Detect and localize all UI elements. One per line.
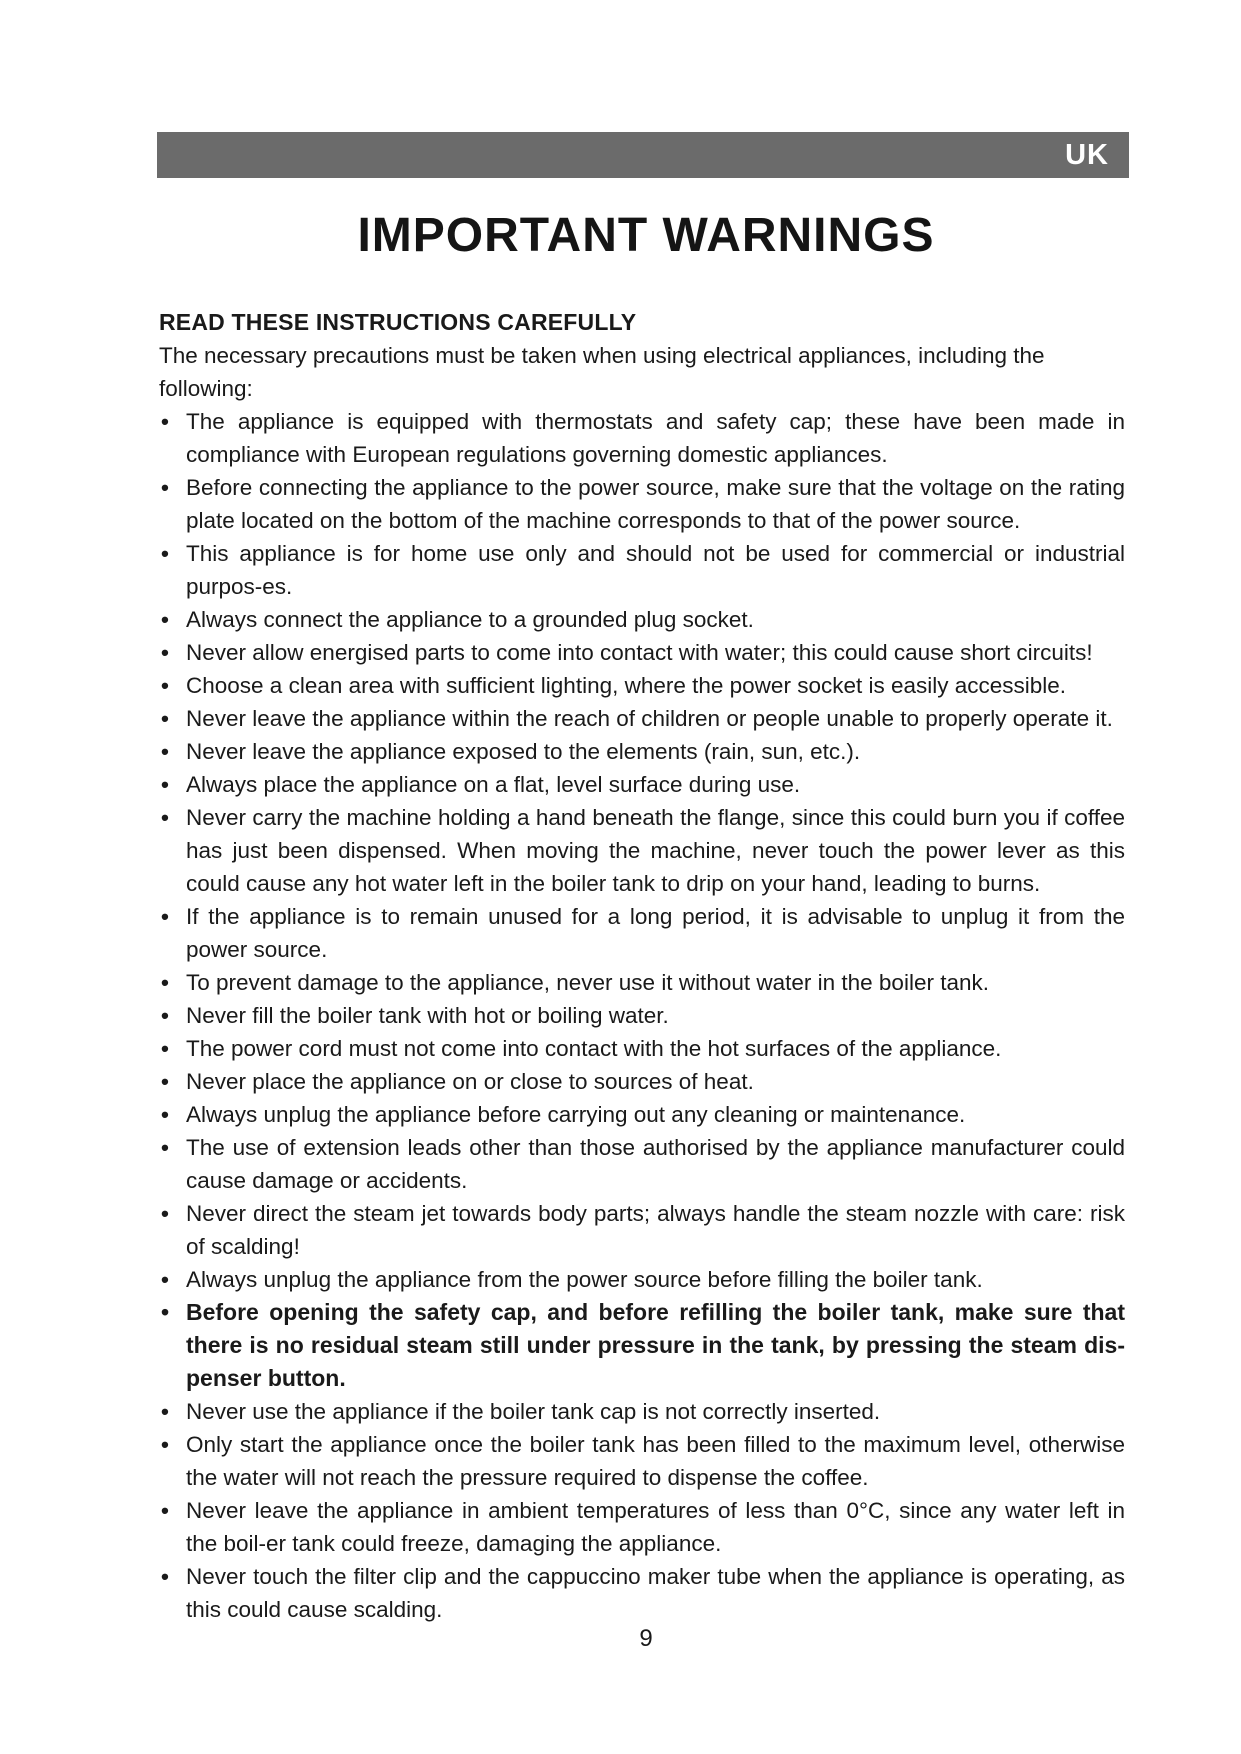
bullet-icon: • (161, 475, 169, 500)
bullet-icon: • (161, 1201, 169, 1226)
warning-text: Never direct the steam jet towards body parts; always handle the steam nozzle with care: risk of scalding! (186, 1201, 1125, 1259)
warning-item (159, 537, 1125, 603)
warning-item (159, 1263, 1125, 1296)
warning-text: Choose a clean area with sufficient lighting, where the power socket is easily accessible. (186, 673, 1067, 698)
warning-item (159, 801, 1125, 900)
warning-item (159, 669, 1125, 702)
warning-item (159, 768, 1125, 801)
warning-text: Never carry the machine holding a hand beneath the flange, since this could burn you if coffee has just been dispensed. When moving the machine, never touch the power lever as this could cause any hot water left in the boiler tank to drip on your hand, leading to burns. (186, 805, 1125, 896)
warning-item (159, 603, 1125, 636)
page-number: 9 (639, 1625, 653, 1652)
warning-text: To prevent damage to the appliance, never use it without water in the boiler tank. (186, 970, 989, 995)
warning-text: Never leave the appliance in ambient temperatures of less than 0°C, since any water left in the boil-er tank could freeze, damaging the appliance. (186, 1498, 1125, 1556)
warning-text: Never use the appliance if the boiler tank cap is not correctly inserted. (186, 1399, 881, 1424)
warning-text: If the appliance is to remain unused for a long period, it is advisable to unplug it from the power source. (186, 904, 1125, 962)
warning-item (159, 1560, 1125, 1626)
bullet-icon: • (161, 1299, 170, 1325)
bullet-icon: • (161, 1102, 169, 1127)
warning-item (159, 1065, 1125, 1098)
warning-text: Never leave the appliance within the reach of children or people unable to properly operate it. (186, 706, 1113, 731)
warning-item (159, 1098, 1125, 1131)
section-heading: READ THESE INSTRUCTIONS CAREFULLY (159, 309, 637, 335)
bullet-icon: • (161, 1432, 169, 1457)
intro-paragraph: The necessary precautions must be taken when using electrical appliances, including the following: (159, 343, 1045, 401)
bullet-icon: • (161, 739, 169, 764)
warning-text: Before opening the safety cap, and before refilling the boiler tank, make sure that there is no residual steam still under pressure in the tank, by pressing the steam dis-penser button. (186, 1299, 1125, 1391)
bullet-icon: • (161, 640, 169, 665)
warning-item (159, 1032, 1125, 1065)
warning-item (159, 966, 1125, 999)
warning-item (159, 1131, 1125, 1197)
warning-text: Before connecting the appliance to the power source, make sure that the voltage on the rating plate located on the bottom of the machine corresponds to that of the power source. (186, 475, 1125, 533)
warning-item (159, 999, 1125, 1032)
bullet-icon: • (161, 805, 169, 830)
bullet-icon: • (161, 1135, 169, 1160)
bullet-icon: • (161, 1003, 169, 1028)
warning-item (159, 735, 1125, 768)
warning-item (159, 1395, 1125, 1428)
bullet-icon: • (161, 541, 169, 566)
bullet-icon: • (161, 1498, 169, 1523)
warning-text: The power cord must not come into contact with the hot surfaces of the appliance. (186, 1036, 1002, 1061)
warning-item (159, 1494, 1125, 1560)
warning-text: Never leave the appliance exposed to the elements (rain, sun, etc.). (186, 739, 861, 764)
warning-text: This appliance is for home use only and should not be used for commercial or industrial purpos-es. (186, 541, 1125, 599)
warning-text: The use of extension leads other than those authorised by the appliance manufacturer could cause damage or accidents. (186, 1135, 1125, 1193)
warnings-section (159, 306, 1125, 1626)
page-title: IMPORTANT WARNINGS (357, 209, 935, 262)
bullet-icon: • (161, 970, 169, 995)
warning-item (159, 1197, 1125, 1263)
warnings-list (159, 405, 1125, 1626)
bullet-icon: • (161, 772, 169, 797)
warning-item (159, 900, 1125, 966)
bullet-icon: • (161, 1036, 169, 1061)
warning-item (159, 702, 1125, 735)
bullet-icon: • (161, 1399, 169, 1424)
bullet-icon: • (161, 607, 169, 632)
language-label: UK (1065, 139, 1109, 171)
bullet-icon: • (161, 1069, 169, 1094)
bullet-icon: • (161, 904, 169, 929)
warning-text: Always unplug the appliance before carrying out any cleaning or maintenance. (186, 1102, 966, 1127)
warning-text: Never allow energised parts to come into contact with water; this could cause short circuits! (186, 640, 1093, 665)
warning-item (159, 636, 1125, 669)
bullet-icon: • (161, 409, 169, 434)
warning-text: Never touch the filter clip and the cappuccino maker tube when the appliance is operating, as this could cause scalding. (186, 1564, 1125, 1622)
warning-item (159, 1296, 1125, 1395)
warning-text: Never place the appliance on or close to sources of heat. (186, 1069, 754, 1094)
warning-text: Only start the appliance once the boiler tank has been filled to the maximum level, otherwise the water will not reach the pressure required to dispense the coffee. (186, 1432, 1125, 1490)
bullet-icon: • (161, 673, 169, 698)
warning-item (159, 471, 1125, 537)
warning-text: Never fill the boiler tank with hot or boiling water. (186, 1003, 669, 1028)
warning-item (159, 405, 1125, 471)
bullet-icon: • (161, 706, 169, 731)
bullet-icon: • (161, 1267, 169, 1292)
warning-text: Always unplug the appliance from the power source before filling the boiler tank. (186, 1267, 983, 1292)
warning-text: Always place the appliance on a flat, level surface during use. (186, 772, 801, 797)
bullet-icon: • (161, 1564, 169, 1589)
warning-item (159, 1428, 1125, 1494)
warning-text: The appliance is equipped with thermostats and safety cap; these have been made in compliance with European regulations governing domestic appliances. (186, 409, 1125, 467)
warning-text: Always connect the appliance to a grounded plug socket. (186, 607, 754, 632)
language-header-bar (157, 132, 1129, 178)
